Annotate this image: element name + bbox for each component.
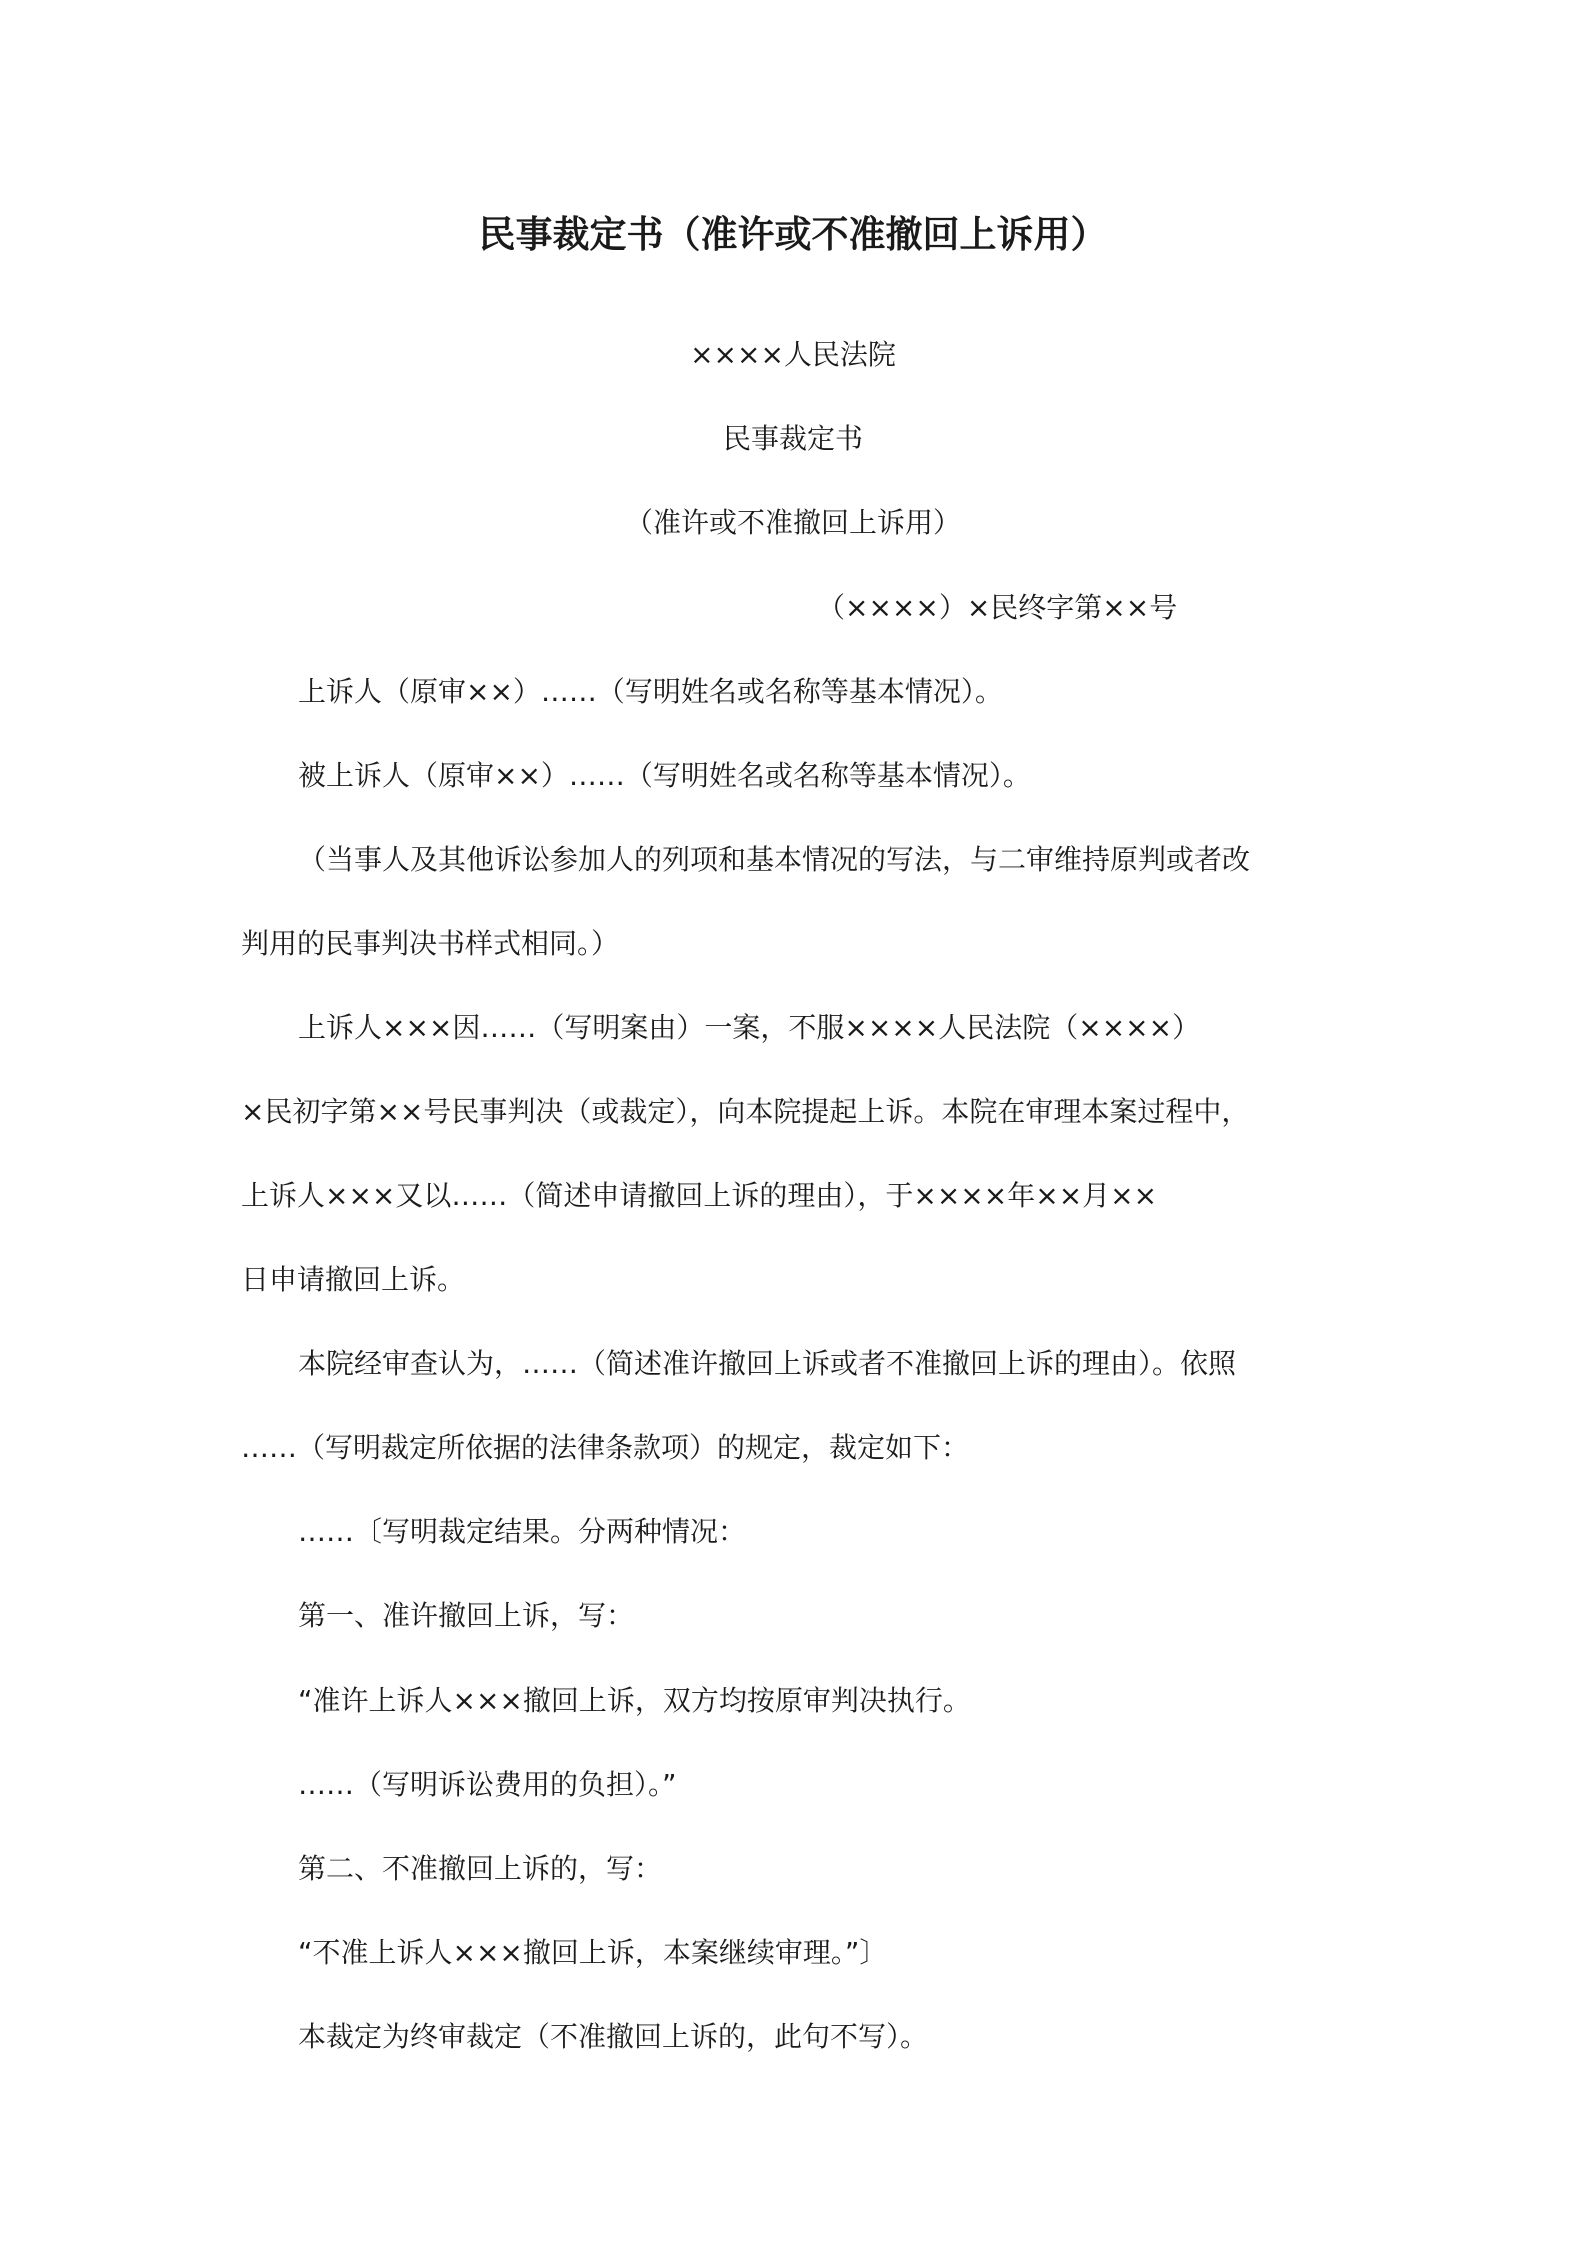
parties-note-line-2: 判用的民事判决书样式相同。） bbox=[241, 927, 620, 960]
ruling-case-1-text: “准许上诉人×××撤回上诉，双方均按原审判决执行。 bbox=[298, 1684, 971, 1717]
ruling-intro: ……〔写明裁定结果。分两种情况： bbox=[298, 1515, 747, 1548]
facts-line-1: 上诉人×××因……（写明案由）一案，不服××××人民法院（××××） bbox=[298, 1011, 1201, 1044]
document-title: 民事裁定书（准许或不准撤回上诉用） bbox=[478, 213, 1108, 256]
facts-line-2: ×民初字第××号民事判决（或裁定），向本院提起上诉。本院在审理本案过程中， bbox=[241, 1095, 1250, 1128]
facts-line-3: 上诉人×××又以……（简述申请撤回上诉的理由），于××××年××月×× bbox=[241, 1179, 1158, 1212]
parties-note-line-1: （当事人及其他诉讼参加人的列项和基本情况的写法，与二审维持原判或者改 bbox=[298, 843, 1251, 876]
case-number: （××××）×民终字第××号 bbox=[817, 591, 1178, 624]
finality-line: 本裁定为终审裁定（不准撤回上诉的，此句不写）。 bbox=[298, 2020, 929, 2053]
document-type: 民事裁定书 bbox=[722, 422, 863, 455]
ruling-case-2-text: “不准上诉人×××撤回上诉，本案继续审理。”〕 bbox=[298, 1936, 888, 1969]
facts-line-4: 日申请撤回上诉。 bbox=[241, 1263, 466, 1296]
document-subtitle: （准许或不准撤回上诉用） bbox=[624, 506, 961, 539]
appellee-line: 被上诉人（原审××）……（写明姓名或名称等基本情况）。 bbox=[298, 759, 1031, 792]
reasoning-line-1: 本院经审查认为，……（简述准许撤回上诉或者不准撤回上诉的理由）。依照 bbox=[298, 1347, 1237, 1380]
reasoning-line-2: ……（写明裁定所依据的法律条款项）的规定，裁定如下： bbox=[241, 1431, 970, 1464]
ruling-case-2-heading: 第二、不准撤回上诉的，写： bbox=[298, 1852, 663, 1885]
ruling-case-1-costs: ……（写明诉讼费用的负担）。” bbox=[298, 1768, 677, 1801]
ruling-case-1-heading: 第一、准许撤回上诉，写： bbox=[298, 1599, 635, 1632]
court-name: ××××人民法院 bbox=[690, 338, 896, 371]
appellant-line: 上诉人（原审××）……（写明姓名或名称等基本情况）。 bbox=[298, 675, 1003, 708]
